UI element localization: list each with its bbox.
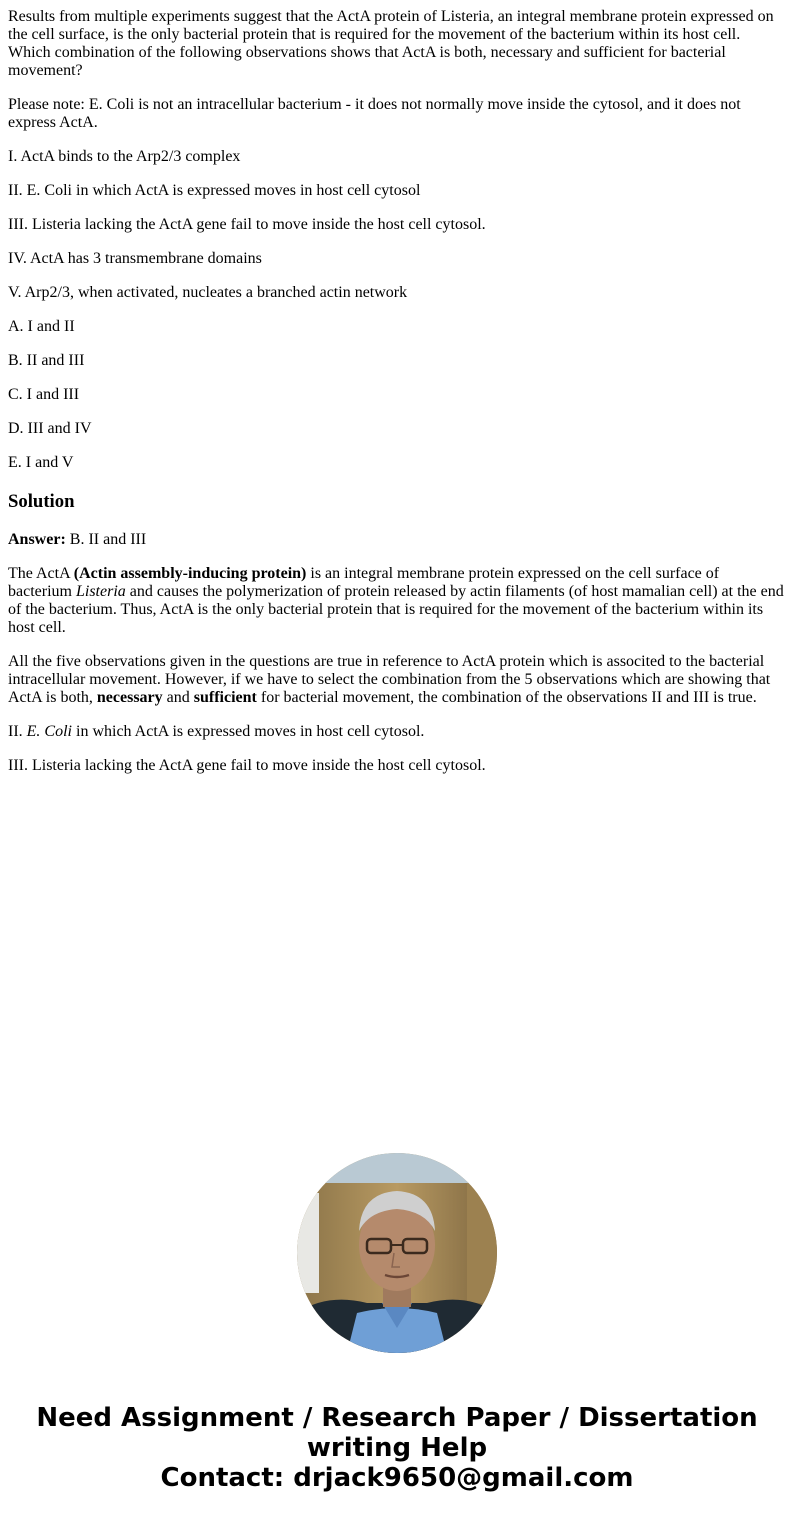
explanation-paragraph-1 — [8, 565, 786, 637]
solution-heading: Solution — [8, 491, 75, 512]
solution-observation-ii — [8, 723, 786, 741]
contact-banner — [0, 1403, 794, 1493]
answer-line — [8, 531, 786, 549]
solution-observation-iii: III. Listeria lacking the ActA gene fail to move inside the host cell cytosol. — [8, 757, 486, 774]
answer-value: B. II and III — [65, 531, 147, 548]
bold-term: necessary — [96, 689, 163, 706]
observation-2: II. E. Coli in which ActA is expressed moves in host cell cytosol — [8, 182, 421, 199]
banner-line-1: Need Assignment / Research Paper / Dissertation — [36, 1403, 758, 1433]
question-note: Please note: E. Coli is not an intracellular bacterium - it does not normally move inside the cytosol, and it does not express ActA. — [8, 96, 741, 131]
option-e: E. I and V — [8, 454, 74, 471]
author-avatar — [297, 1153, 497, 1353]
observation-4: IV. ActA has 3 transmembrane domains — [8, 250, 262, 267]
option-b: B. II and III — [8, 352, 85, 369]
option-c: C. I and III — [8, 386, 80, 403]
text-run: II. — [8, 723, 27, 740]
text-run: All the five observations given in the questions are true in reference to ActA protein which is associted to the bacterial intracellular movement. However, if we have to select the combination from the 5 observations which are showing that ActA is both, — [8, 653, 771, 706]
explanation-paragraph-2 — [8, 653, 786, 707]
observation-1: I. ActA binds to the Arp2/3 complex — [8, 148, 241, 165]
text-run: for bacterial movement, the combination of the observations II and III is true. — [256, 689, 757, 706]
answer-label: Answer: — [8, 531, 66, 548]
option-a: A. I and II — [8, 318, 75, 335]
observation-5: V. Arp2/3, when activated, nucleates a branched actin network — [8, 284, 408, 301]
text-run: in which ActA is expressed moves in host cell cytosol. — [72, 723, 425, 740]
bold-term: sufficient — [193, 689, 257, 706]
text-run: The ActA — [8, 565, 74, 582]
text-run: and — [162, 689, 194, 706]
banner-line-2: writing Help — [306, 1433, 488, 1463]
text-run: is an integral membrane protein expressed on the cell surface of bacterium — [8, 565, 720, 600]
bold-term: (Actin assembly-inducing protein) — [73, 565, 307, 582]
avatar-portrait-image — [297, 1153, 497, 1353]
italic-term: Listeria — [75, 583, 126, 600]
observation-3: III. Listeria lacking the ActA gene fail to move inside the host cell cytosol. — [8, 216, 486, 233]
question-stem: Results from multiple experiments suggest that the ActA protein of Listeria, an integral membrane protein expressed on the cell surface, is the only bacterial protein that is required for the movement of the bacterium within its host cell. Which combination of the following observations shows that ActA is both, necessary and sufficient for bacterial movement? — [8, 8, 774, 79]
italic-term: E. Coli — [26, 723, 72, 740]
option-d: D. III and IV — [8, 420, 92, 437]
banner-contact-line: Contact: drjack9650@gmail.com — [160, 1463, 634, 1493]
text-run: and causes the polymerization of protein released by actin filaments (of host mamalian cell) at the end of the bacterium. Thus, ActA is the only bacterial protein that is required for the movement of the bacterium within its host cell. — [8, 583, 784, 636]
